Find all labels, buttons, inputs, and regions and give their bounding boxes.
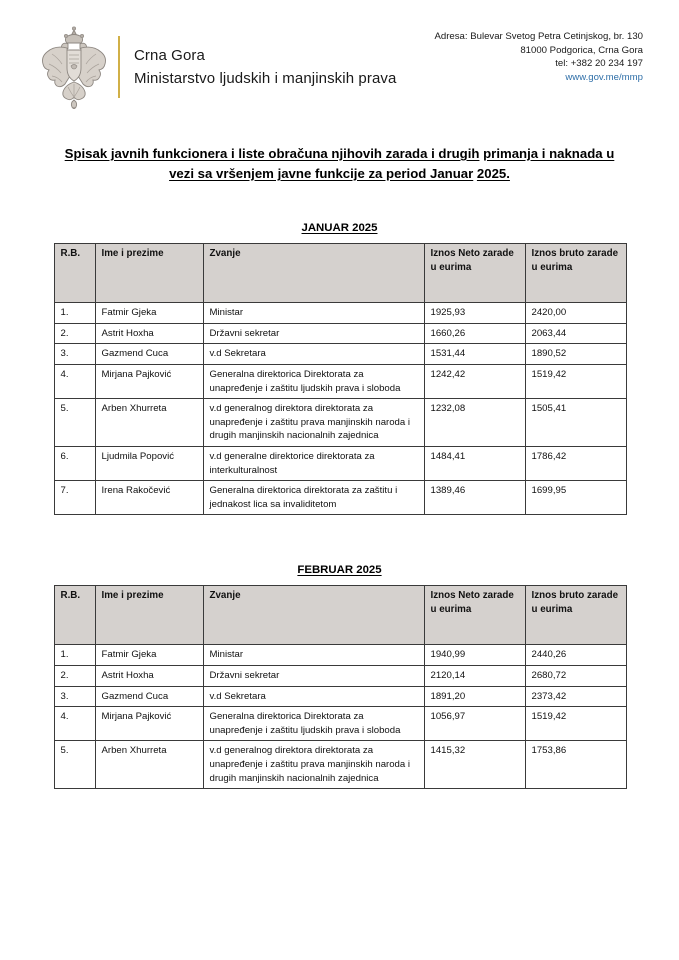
- cell-rb: 5.: [54, 399, 95, 447]
- cell-neto: 1389,46: [424, 481, 525, 515]
- cell-zvanje: Ministar: [203, 645, 424, 666]
- page-title-line-3: 2025.: [476, 166, 510, 182]
- cell-zvanje: v.d generalne direktorice direktorata za interkulturalnost: [203, 447, 424, 481]
- cell-name: Gazmend Cuca: [95, 686, 203, 707]
- cell-bruto: 1519,42: [525, 364, 626, 398]
- cell-rb: 2.: [54, 323, 95, 344]
- cell-bruto: 2063,44: [525, 323, 626, 344]
- page-title-line-1: Spisak javnih funkcionera i liste obračuna njihovih zarada i drugih: [64, 146, 480, 161]
- cell-rb: 5.: [54, 741, 95, 789]
- column-header-rb: R.B.: [54, 586, 95, 645]
- cell-zvanje: v.d generalnog direktora direktorata za unapređenje i zaštitu prava manjinskih naroda i drugih manjinskih nacionalnih zajednica: [203, 399, 424, 447]
- cell-bruto: 2440,26: [525, 645, 626, 666]
- contact-address: Adresa: Bulevar Svetog Petra Cetinjskog, br. 130: [434, 31, 643, 42]
- cell-zvanje: Ministar: [203, 303, 424, 324]
- page-title-line-2: primanja i naknada u vezi sa vršenjem javne funkcije za period Januar: [169, 146, 615, 182]
- contact-phone: tel: +382 20 234 197: [555, 58, 643, 70]
- table-row: [54, 707, 626, 741]
- table-header-row: [54, 586, 626, 645]
- cell-name: Irena Rakočević: [95, 481, 203, 515]
- cell-neto: 1891,20: [424, 686, 525, 707]
- cell-name: Fatmir Gjeka: [95, 645, 203, 666]
- cell-zvanje: v.d Sekretara: [203, 686, 424, 707]
- cell-neto: 2120,14: [424, 666, 525, 687]
- cell-zvanje: Generalna direktorica Direktorata za unapređenje i zaštitu ljudskih prava i sloboda: [203, 364, 424, 398]
- cell-neto: 1940,99: [424, 645, 525, 666]
- column-header-title: Zvanje: [203, 244, 424, 303]
- column-header-neto: Iznos Neto zarade u eurima: [424, 244, 525, 303]
- cell-rb: 4.: [54, 707, 95, 741]
- cell-bruto: 1699,95: [525, 481, 626, 515]
- cell-rb: 3.: [54, 686, 95, 707]
- table-row: [54, 447, 626, 481]
- cell-name: Fatmir Gjeka: [95, 303, 203, 324]
- cell-neto: 1242,42: [424, 364, 525, 398]
- contact-block: [434, 24, 643, 84]
- column-header-bruto: Iznos bruto zarade u eurima: [525, 244, 626, 303]
- column-header-bruto: Iznos bruto zarade u eurima: [525, 586, 626, 645]
- cell-neto: 1925,93: [424, 303, 525, 324]
- table-row: [54, 364, 626, 398]
- cell-rb: 2.: [54, 666, 95, 687]
- cell-zvanje: Generalna direktorica direktorata za zaštitu i jednakost lica sa invaliditetom: [203, 481, 424, 515]
- cell-rb: 1.: [54, 645, 95, 666]
- column-header-title: Zvanje: [203, 586, 424, 645]
- brand-divider: [118, 36, 120, 98]
- brand-text: [134, 47, 396, 87]
- section-title-februar: FEBRUAR 2025: [297, 564, 382, 577]
- table-row: [54, 741, 626, 789]
- cell-rb: 7.: [54, 481, 95, 515]
- cell-neto: 1660,26: [424, 323, 525, 344]
- cell-bruto: 2420,00: [525, 303, 626, 324]
- table-row: [54, 666, 626, 687]
- table-row: [54, 686, 626, 707]
- cell-neto: 1484,41: [424, 447, 525, 481]
- cell-zvanje: Državni sekretar: [203, 323, 424, 344]
- cell-name: Gazmend Cuca: [95, 344, 203, 365]
- cell-bruto: 1505,41: [525, 399, 626, 447]
- cell-name: Arben Xhurreta: [95, 741, 203, 789]
- cell-rb: 3.: [54, 344, 95, 365]
- coat-of-arms-icon: [38, 24, 110, 110]
- table-row: [54, 645, 626, 666]
- cell-name: Mirjana Pajković: [95, 707, 203, 741]
- contact-city: 81000 Podgorica, Crna Gora: [520, 44, 643, 56]
- table-row: [54, 303, 626, 324]
- salary-table-februar: [54, 585, 627, 789]
- page-title: [59, 144, 621, 184]
- cell-rb: 1.: [54, 303, 95, 324]
- contact-website-link[interactable]: www.gov.me/mmp: [565, 71, 643, 83]
- cell-bruto: 1786,42: [525, 447, 626, 481]
- cell-bruto: 1890,52: [525, 344, 626, 365]
- cell-bruto: 2680,72: [525, 666, 626, 687]
- table-row: [54, 399, 626, 447]
- cell-neto: 1232,08: [424, 399, 525, 447]
- section-title-januar: JANUAR 2025: [301, 222, 378, 235]
- cell-name: Astrit Hoxha: [95, 323, 203, 344]
- cell-bruto: 1753,86: [525, 741, 626, 789]
- section-februar: [54, 564, 626, 789]
- cell-name: Ljudmila Popović: [95, 447, 203, 481]
- cell-neto: 1056,97: [424, 707, 525, 741]
- cell-bruto: 1519,42: [525, 707, 626, 741]
- cell-zvanje: Generalna direktorica Direktorata za unapređenje i zaštitu ljudskih prava i sloboda: [203, 707, 424, 741]
- table-row: [54, 323, 626, 344]
- column-header-name: Ime i prezime: [95, 586, 203, 645]
- cell-rb: 6.: [54, 447, 95, 481]
- cell-name: Arben Xhurreta: [95, 399, 203, 447]
- table-header-row: [54, 244, 626, 303]
- cell-neto: 1415,32: [424, 741, 525, 789]
- cell-name: Mirjana Pajković: [95, 364, 203, 398]
- section-januar: [54, 222, 626, 515]
- cell-zvanje: v.d Sekretara: [203, 344, 424, 365]
- page-header: [0, 0, 679, 110]
- cell-zvanje: v.d generalnog direktora direktorata za unapređenje i zaštitu prava manjinskih naroda i drugih manjinskih nacionalnih zajednica: [203, 741, 424, 789]
- column-header-name: Ime i prezime: [95, 244, 203, 303]
- ministry-name: Ministarstvo ljudskih i manjinskih prava: [134, 69, 397, 87]
- table-row: [54, 481, 626, 515]
- cell-bruto: 2373,42: [525, 686, 626, 707]
- column-header-rb: R.B.: [54, 244, 95, 303]
- brand-block: [38, 24, 396, 110]
- column-header-neto: Iznos Neto zarade u eurima: [424, 586, 525, 645]
- cell-zvanje: Državni sekretar: [203, 666, 424, 687]
- cell-neto: 1531,44: [424, 344, 525, 365]
- organization-name: Crna Gora: [134, 47, 205, 65]
- table-row: [54, 344, 626, 365]
- salary-table-januar: [54, 243, 627, 515]
- cell-rb: 4.: [54, 364, 95, 398]
- cell-name: Astrit Hoxha: [95, 666, 203, 687]
